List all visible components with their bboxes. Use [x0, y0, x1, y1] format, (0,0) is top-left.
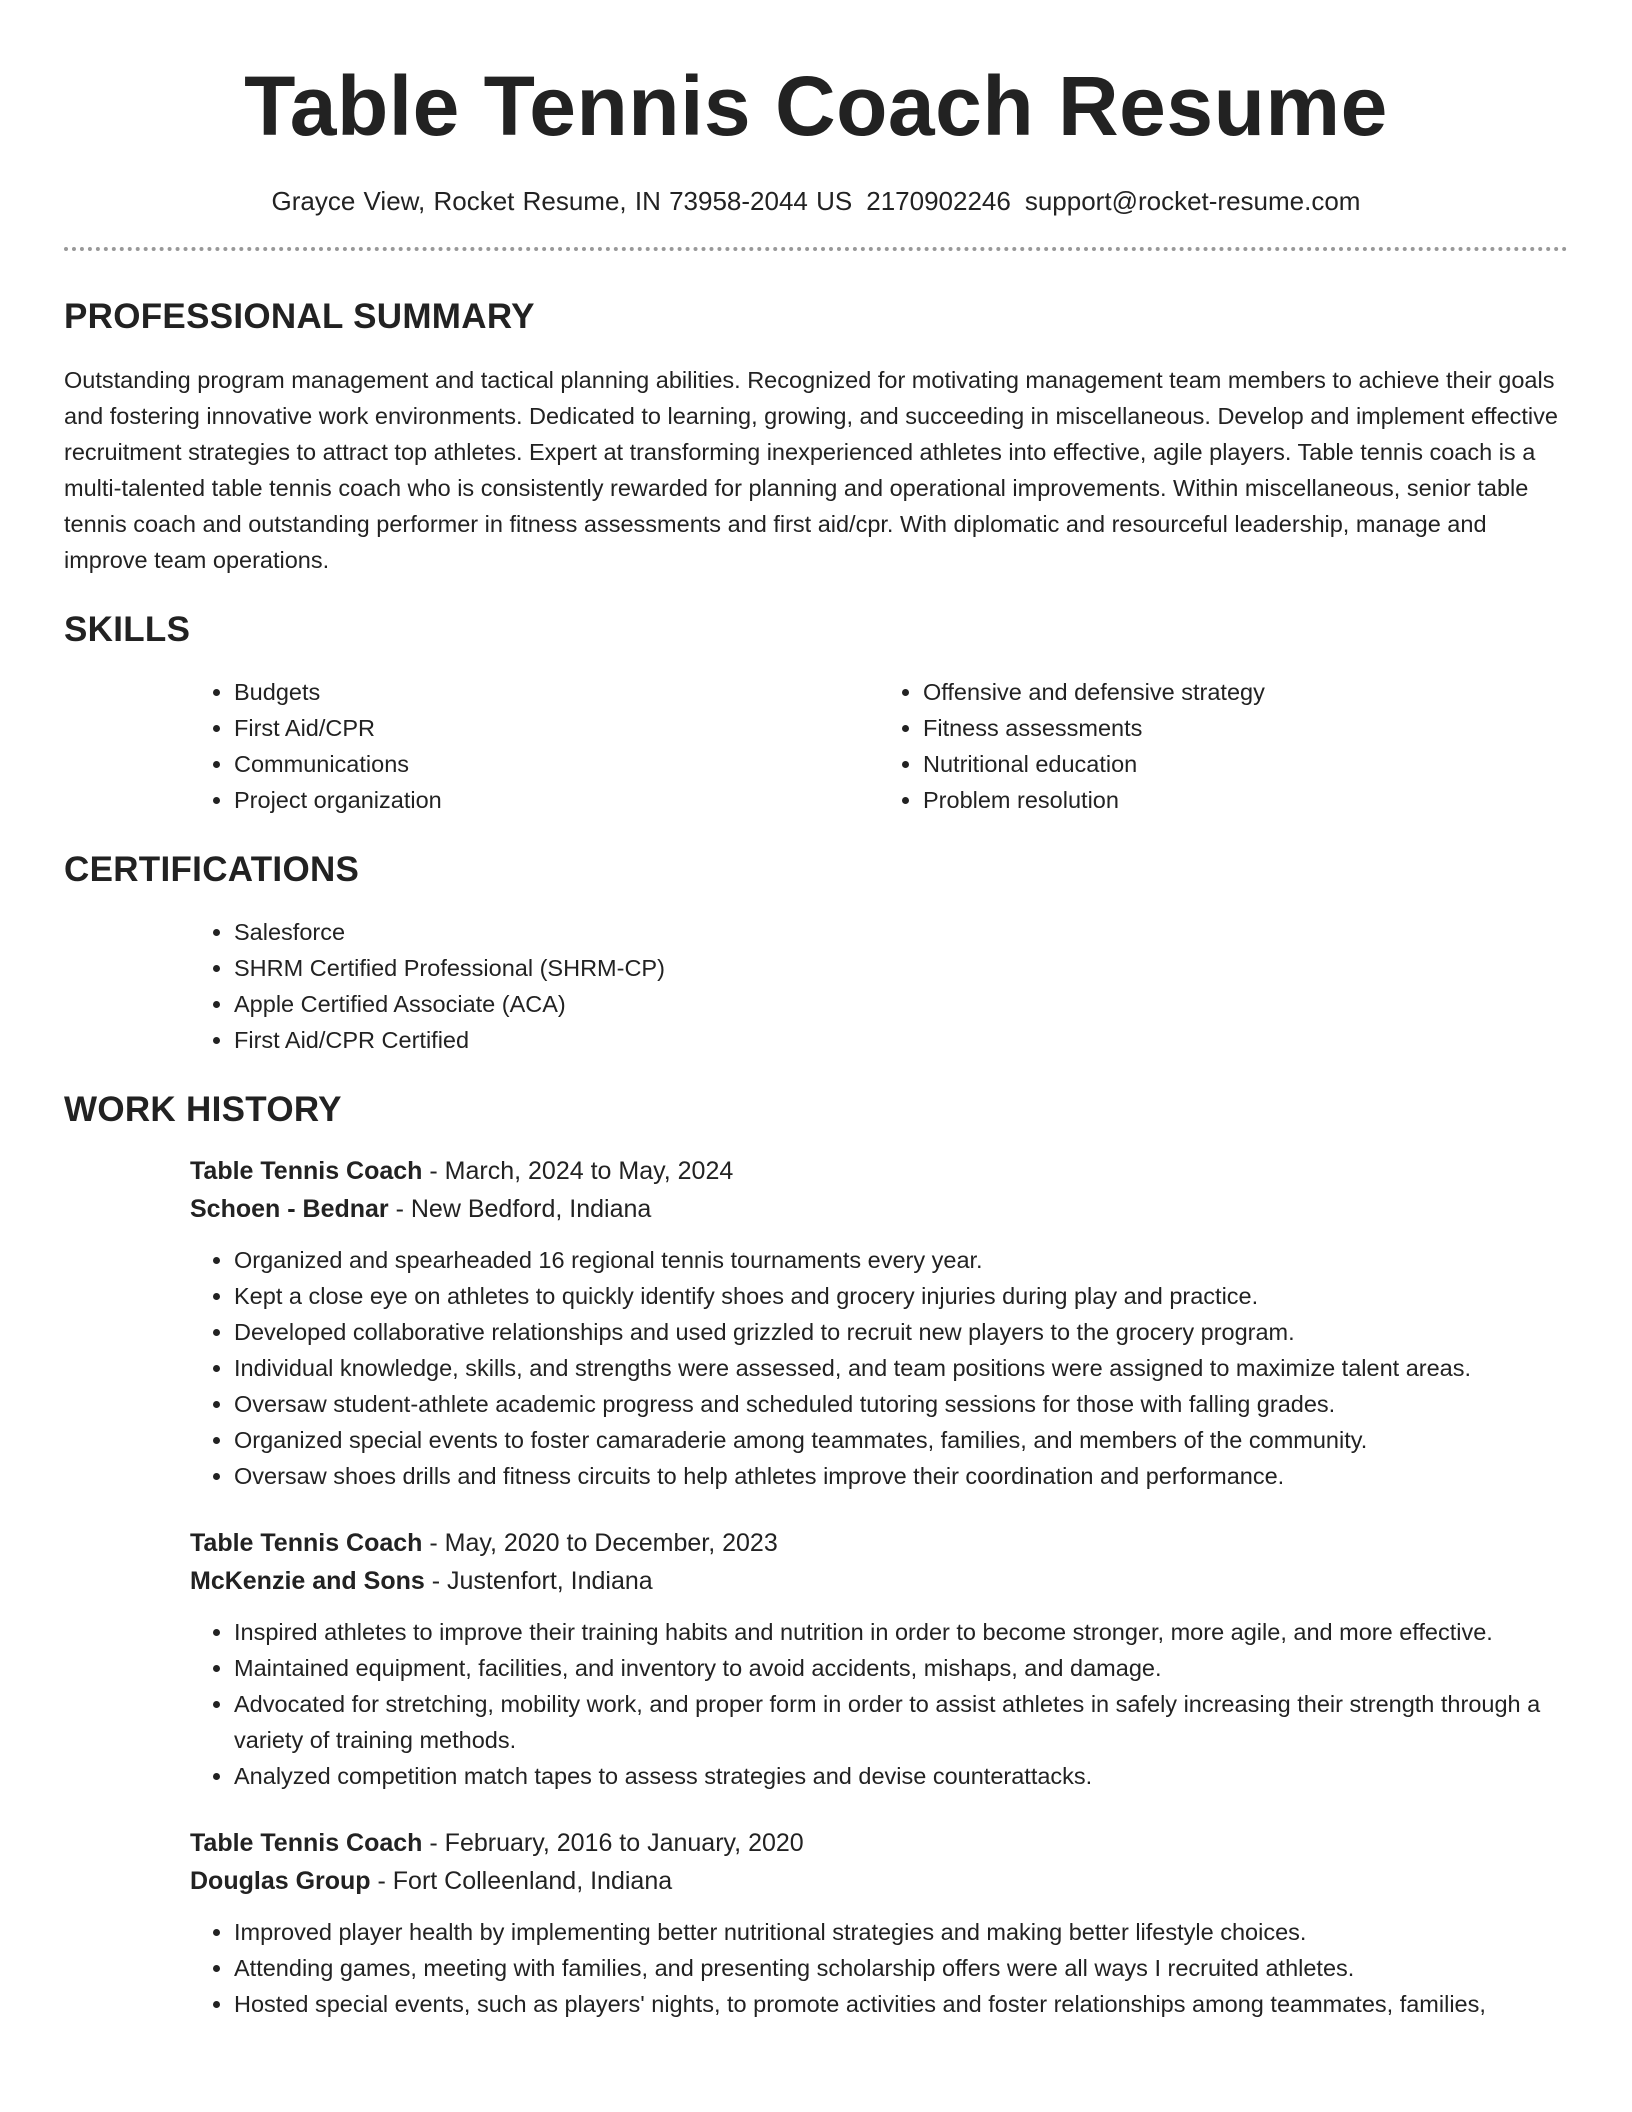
resume-page [64, 0, 1568, 2022]
job-bullet: • Organized special events to foster camaraderie among teammates, families, and members of the community. [234, 1422, 1568, 1458]
section-heading-work-history: WORK HISTORY [64, 1090, 342, 1129]
skill-item: • Project organization [234, 782, 879, 818]
job-title-line [190, 1524, 1568, 1562]
job-company-line [190, 1862, 1568, 1900]
contact-line [64, 184, 1568, 218]
certification-item: • SHRM Certified Professional (SHRM-CP) [234, 950, 1568, 986]
contact-email: support@rocket-resume.com [1024, 186, 1361, 216]
job-entry [190, 1152, 1568, 1494]
job-company-line [190, 1190, 1568, 1228]
skill-item: • Budgets [234, 674, 879, 710]
summary-text: Outstanding program management and tactical planning abilities. Recognized for motivating management team members to achieve their goals and fostering innovative work environments. Dedicated to learning, growing, and succeeding in miscellaneous. Develop and implement effective recruitment strategies to attract top athletes. Expert at transforming inexperienced athletes into effective, agile players. Table tennis coach is a multi-talented table tennis coach who is consistently rewarded for planning and operational improvements. Within miscellaneous, senior table tennis coach and outstanding performer in fitness assessments and first aid/cpr. With diplomatic and resourceful leadership, manage and improve team operations. [64, 367, 1558, 573]
page-title: Table Tennis Coach Resume [244, 59, 1388, 153]
job-company: Schoen - Bednar [190, 1195, 389, 1223]
job-bullet: • Maintained equipment, facilities, and inventory to avoid accidents, mishaps, and damage. [234, 1650, 1568, 1686]
job-bullet: • Inspired athletes to improve their training habits and nutrition in order to become stronger, more agile, and more effective. [234, 1614, 1568, 1650]
job-location: - Fort Colleenland, Indiana [370, 1867, 673, 1895]
job-bullet: • Hosted special events, such as players' nights, to promote activities and foster relationships among teammates, families, [234, 1986, 1568, 2022]
certification-item: • Apple Certified Associate (ACA) [234, 986, 1568, 1022]
job-bullet: • Oversaw student-athlete academic progress and scheduled tutoring sessions for those with falling grades. [234, 1386, 1568, 1422]
certification-item: • Salesforce [234, 914, 1568, 950]
certification-item: • First Aid/CPR Certified [234, 1022, 1568, 1058]
contact-address: Grayce View, Rocket Resume, IN 73958-2044 US [271, 186, 853, 216]
job-bullet: • Advocated for stretching, mobility work, and proper form in order to assist athletes in safely increasing their strength through a variety of training methods. [234, 1686, 1568, 1758]
job-bullet: • Analyzed competition match tapes to assess strategies and devise counterattacks. [234, 1758, 1568, 1794]
job-title: Table Tennis Coach [190, 1829, 423, 1857]
job-location: - Justenfort, Indiana [424, 1567, 653, 1595]
job-bullet: • Individual knowledge, skills, and strengths were assessed, and team positions were assigned to maximize talent areas. [234, 1350, 1568, 1386]
job-bullet: • Developed collaborative relationships and used grizzled to recruit new players to the grocery program. [234, 1314, 1568, 1350]
job-bullet: • Oversaw shoes drills and fitness circuits to help athletes improve their coordination and performance. [234, 1458, 1568, 1494]
skill-item: • Problem resolution [923, 782, 1568, 818]
contact-phone: 2170902246 [866, 186, 1011, 216]
skill-item: • First Aid/CPR [234, 710, 879, 746]
job-location: - New Bedford, Indiana [388, 1195, 652, 1223]
header-divider [64, 247, 1568, 251]
job-bullet: • Attending games, meeting with families, and presenting scholarship offers were all ways I recruited athletes. [234, 1950, 1568, 1986]
job-bullet: • Kept a close eye on athletes to quickly identify shoes and grocery injuries during play and practice. [234, 1278, 1568, 1314]
section-heading-summary: PROFESSIONAL SUMMARY [64, 297, 535, 336]
job-title-line [190, 1824, 1568, 1862]
job-title: Table Tennis Coach [190, 1157, 423, 1185]
skills-column-left [190, 674, 879, 818]
job-dates: - February, 2016 to January, 2020 [422, 1829, 804, 1857]
skill-item: • Communications [234, 746, 879, 782]
section-heading-skills: SKILLS [64, 610, 191, 649]
certifications-list [190, 914, 1568, 1058]
job-bullets [190, 1614, 1568, 1794]
skills-list [190, 674, 1568, 818]
skill-item: • Offensive and defensive strategy [923, 674, 1568, 710]
job-bullets [190, 1242, 1568, 1494]
job-dates: - May, 2020 to December, 2023 [422, 1529, 778, 1557]
skill-item: • Nutritional education [923, 746, 1568, 782]
section-heading-certifications: CERTIFICATIONS [64, 850, 360, 889]
job-title-line [190, 1152, 1568, 1190]
job-bullet: • Organized and spearheaded 16 regional tennis tournaments every year. [234, 1242, 1568, 1278]
skill-item: • Fitness assessments [923, 710, 1568, 746]
job-bullet: • Improved player health by implementing better nutritional strategies and making better lifestyle choices. [234, 1914, 1568, 1950]
skills-column-right [879, 674, 1568, 818]
job-bullets [190, 1914, 1568, 2022]
job-dates: - March, 2024 to May, 2024 [422, 1157, 734, 1185]
job-entry [190, 1824, 1568, 2022]
job-company-line [190, 1562, 1568, 1600]
job-company: Douglas Group [190, 1867, 371, 1895]
job-company: McKenzie and Sons [190, 1567, 425, 1595]
job-title: Table Tennis Coach [190, 1529, 423, 1557]
job-entry [190, 1524, 1568, 1794]
